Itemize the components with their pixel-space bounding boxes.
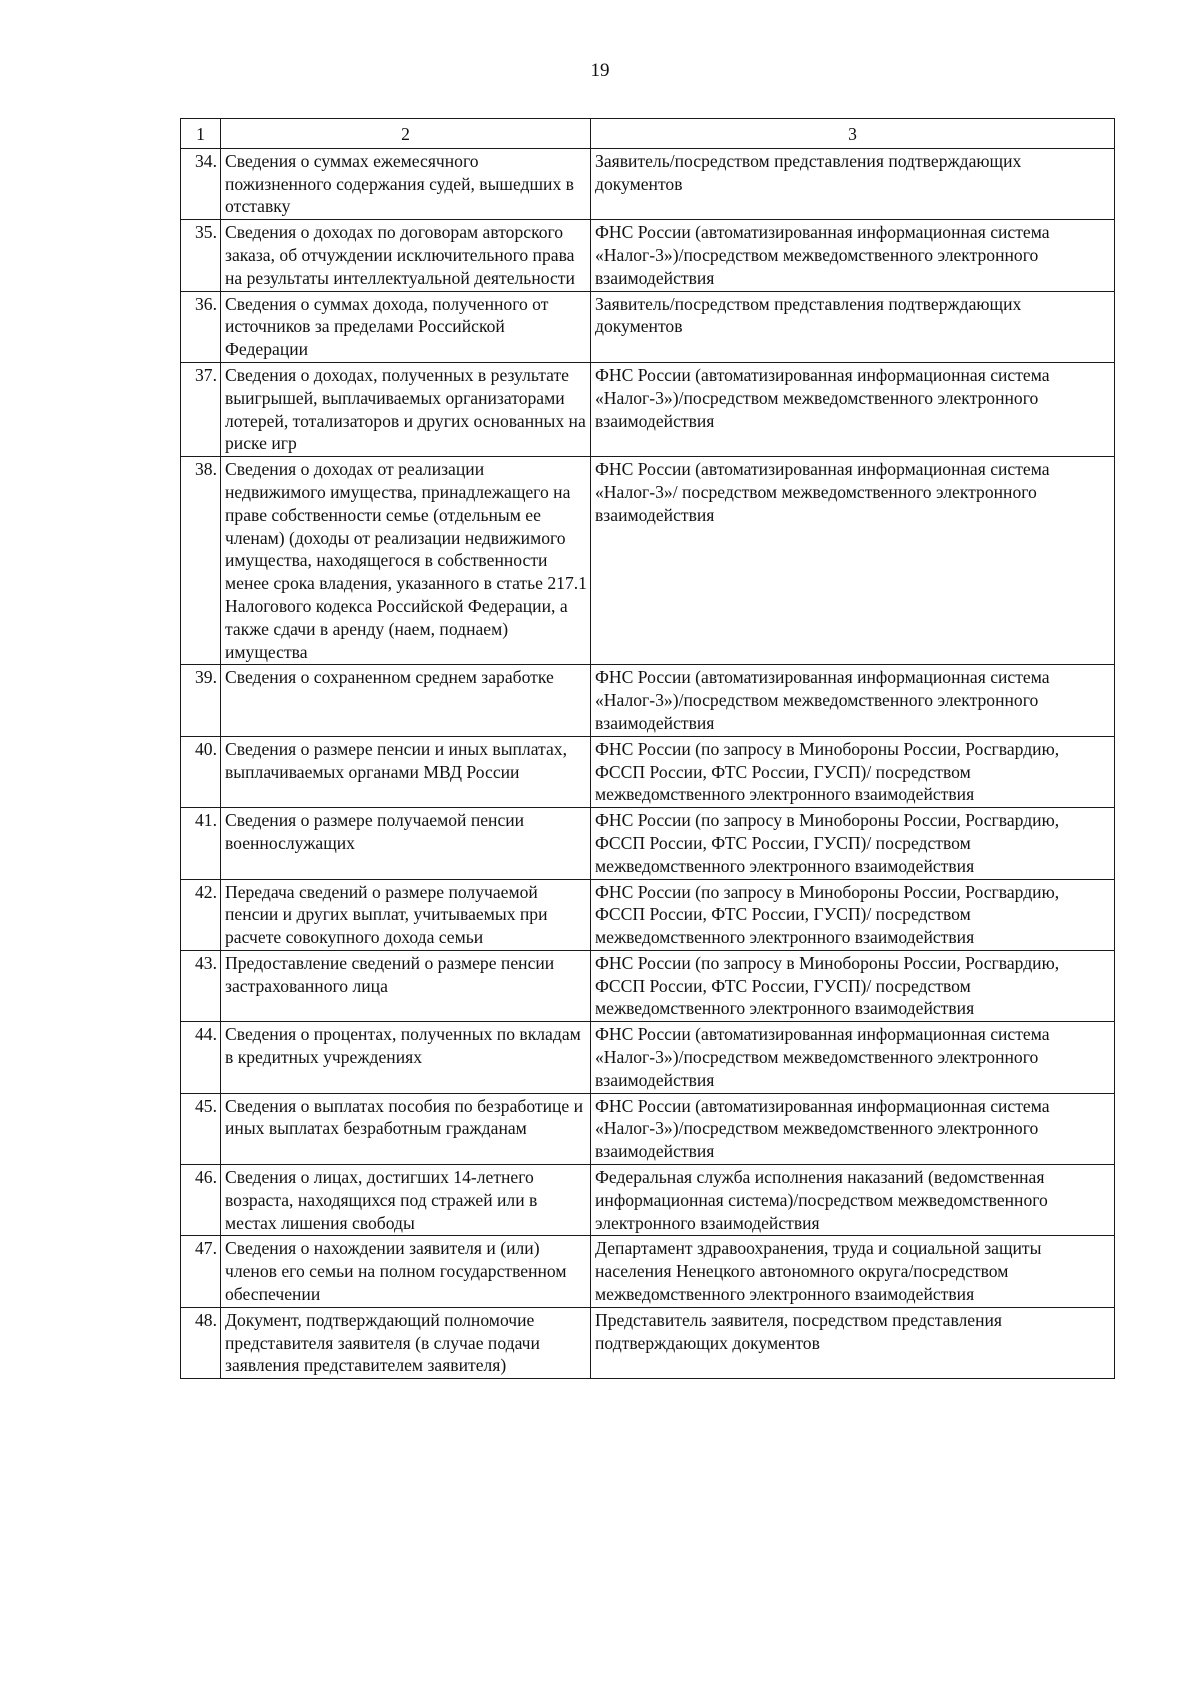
- row-source: Заявитель/посредством представления подтверждающих документов: [591, 291, 1115, 362]
- row-information: Сведения о доходах от реализации недвижимого имущества, принадлежащего на праве собственности семье (отдельным ее членам) (доходы от реализации недвижимого имущества, находящегося в собственности менее срока владения, указанного в статье 217.1 Налогового кодекса Российской Федерации, а также сдачи в аренду (наем, поднаем) имущества: [221, 457, 591, 665]
- row-source: ФНС России (по запросу в Минобороны России, Росгвардию, ФССП России, ФТС России, ГУСП)/ посредством межведомственного электронного взаимодействия: [591, 879, 1115, 950]
- row-number: 41.: [181, 808, 221, 879]
- row-information: Документ, подтверждающий полномочие представителя заявителя (в случае подачи заявления представителем заявителя): [221, 1307, 591, 1378]
- table-row: [181, 950, 1115, 1021]
- row-information: Сведения о доходах по договорам авторского заказа, об отчуждении исключительного права на результаты интеллектуальной деятельности: [221, 220, 591, 291]
- row-information: Передача сведений о размере получаемой пенсии и других выплат, учитываемых при расчете совокупного дохода семьи: [221, 879, 591, 950]
- row-information: Сведения о нахождении заявителя и (или) членов его семьи на полном государственном обеспечении: [221, 1236, 591, 1307]
- row-source: Заявитель/посредством представления подтверждающих документов: [591, 148, 1115, 219]
- row-source: Департамент здравоохранения, труда и социальной защиты населения Ненецкого автономного округа/посредством межведомственного электронного взаимодействия: [591, 1236, 1115, 1307]
- row-number: 42.: [181, 879, 221, 950]
- row-source: ФНС России (автоматизированная информационная система «Налог-3»/ посредством межведомственного электронного взаимодействия: [591, 457, 1115, 665]
- row-number: 43.: [181, 950, 221, 1021]
- row-number: 34.: [181, 148, 221, 219]
- row-information: Сведения о доходах, полученных в результате выигрышей, выплачиваемых организаторами лотерей, тотализаторов и других основанных на риске игр: [221, 362, 591, 456]
- row-source: ФНС России (автоматизированная информационная система «Налог-3»)/посредством межведомственного электронного взаимодействия: [591, 1093, 1115, 1164]
- row-information: Сведения о выплатах пособия по безработице и иных выплатах безработным гражданам: [221, 1093, 591, 1164]
- table-row: [181, 220, 1115, 291]
- table-row: [181, 291, 1115, 362]
- table-row: [181, 1022, 1115, 1093]
- table-header-row: [181, 119, 1115, 149]
- row-number: 39.: [181, 665, 221, 736]
- row-source: ФНС России (по запросу в Минобороны России, Росгвардию, ФССП России, ФТС России, ГУСП)/ посредством межведомственного электронного взаимодействия: [591, 808, 1115, 879]
- row-number: 37.: [181, 362, 221, 456]
- column-header-information: 2: [221, 119, 591, 149]
- row-source: ФНС России (автоматизированная информационная система «Налог-3»)/посредством межведомственного электронного взаимодействия: [591, 1022, 1115, 1093]
- table-row: [181, 148, 1115, 219]
- row-number: 45.: [181, 1093, 221, 1164]
- row-source: ФНС России (по запросу в Минобороны России, Росгвардию, ФССП России, ФТС России, ГУСП)/ посредством межведомственного электронного взаимодействия: [591, 736, 1115, 807]
- table-row: [181, 1093, 1115, 1164]
- row-information: Сведения о суммах дохода, полученного от источников за пределами Российской Федерации: [221, 291, 591, 362]
- row-source: Представитель заявителя, посредством представления подтверждающих документов: [591, 1307, 1115, 1378]
- row-information: Сведения о лицах, достигших 14-летнего возраста, находящихся под стражей или в местах лишения свободы: [221, 1165, 591, 1236]
- table-row: [181, 457, 1115, 665]
- column-header-source: 3: [591, 119, 1115, 149]
- row-source: Федеральная служба исполнения наказаний (ведомственная информационная система)/посредством межведомственного электронного взаимодействия: [591, 1165, 1115, 1236]
- column-header-number: 1: [181, 119, 221, 149]
- row-information: Сведения о сохраненном среднем заработке: [221, 665, 591, 736]
- page-number: 19: [590, 60, 610, 81]
- row-number: 47.: [181, 1236, 221, 1307]
- row-source: ФНС России (по запросу в Минобороны России, Росгвардию, ФССП России, ФТС России, ГУСП)/ посредством межведомственного электронного взаимодействия: [591, 950, 1115, 1021]
- row-number: 35.: [181, 220, 221, 291]
- row-number: 46.: [181, 1165, 221, 1236]
- table-row: [181, 1236, 1115, 1307]
- documents-table: [180, 118, 1115, 1379]
- row-number: 44.: [181, 1022, 221, 1093]
- table-row: [181, 665, 1115, 736]
- table-row: [181, 736, 1115, 807]
- row-source: ФНС России (автоматизированная информационная система «Налог-3»)/посредством межведомственного электронного взаимодействия: [591, 220, 1115, 291]
- row-number: 38.: [181, 457, 221, 665]
- row-information: Сведения о суммах ежемесячного пожизненного содержания судей, вышедших в отставку: [221, 148, 591, 219]
- row-number: 36.: [181, 291, 221, 362]
- table-row: [181, 808, 1115, 879]
- table-row: [181, 879, 1115, 950]
- row-source: ФНС России (автоматизированная информационная система «Налог-3»)/посредством межведомственного электронного взаимодействия: [591, 665, 1115, 736]
- row-information: Сведения о размере пенсии и иных выплатах, выплачиваемых органами МВД России: [221, 736, 591, 807]
- row-source: ФНС России (автоматизированная информационная система «Налог-3»)/посредством межведомственного электронного взаимодействия: [591, 362, 1115, 456]
- row-information: Предоставление сведений о размере пенсии застрахованного лица: [221, 950, 591, 1021]
- table-row: [181, 1165, 1115, 1236]
- table-row: [181, 362, 1115, 456]
- row-information: Сведения о процентах, полученных по вкладам в кредитных учреждениях: [221, 1022, 591, 1093]
- row-number: 48.: [181, 1307, 221, 1378]
- row-number: 40.: [181, 736, 221, 807]
- row-information: Сведения о размере получаемой пенсии военнослужащих: [221, 808, 591, 879]
- table-row: [181, 1307, 1115, 1378]
